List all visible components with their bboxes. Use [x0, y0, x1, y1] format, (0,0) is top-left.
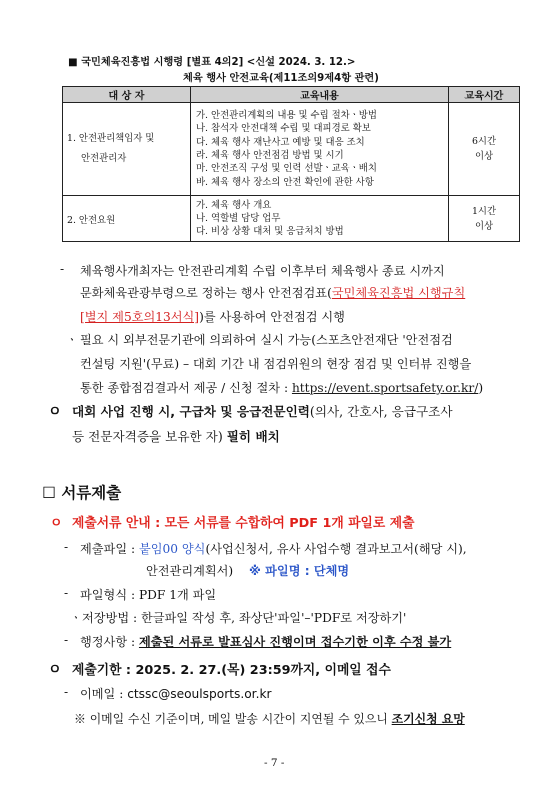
early-apply-note: 조기신청 요망 [391, 712, 465, 726]
filename-note: ※ 파일명 : 단체명 [249, 564, 350, 578]
application-url-link[interactable]: https://event.sportsafety.or.kr/ [291, 381, 479, 395]
header-target: 대 상 자 [63, 87, 191, 103]
table-title: 체육 행사 안전교육(제11조의9제4항 관련) [183, 73, 379, 84]
statute-title [68, 53, 355, 68]
statute-link[interactable]: 국민체육진흥법 시행규칙 [331, 286, 466, 300]
checkbox-square-icon: ☐ [42, 484, 56, 502]
content-cell: 가. 안전관리계획의 내용 및 수립 절차ㆍ방법 나. 참석자 안전대책 수립 및 대피경로 확보 다. 체육 행사 재난사고 예방 및 대응 조치 라. 체육 행사 안전점검 방법 및 시기 마. 안전조직 구성 및 인력 선발ㆍ교육ㆍ배치 바. 체육 행사 장소의 안전 확인에 관한 사항 [191, 103, 449, 196]
hours-cell: 6시간 이상 [449, 103, 520, 196]
email-note: ※ 이메일 수신 기준이며, 메일 발송 시간이 지연될 수 있으니 조기신청 요망 [74, 712, 465, 726]
table-row [63, 103, 520, 196]
header-content: 교육내용 [191, 87, 449, 103]
statute-reference: 국민체육진흥법 시행령 [별표 4의2] <신설 2024. 3. 12.> [81, 57, 356, 68]
education-table [62, 86, 520, 242]
deadline-line: ㅇ 제출기한 : 2025. 2. 27.(목) 23:59까지, 이메일 접수 [48, 659, 391, 679]
header-hours: 교육시간 [449, 87, 520, 103]
admin-warning: 제출된 서류로 발표심사 진행이며 접수기한 이후 수정 불가 [138, 635, 452, 649]
section-heading [42, 481, 121, 503]
section-title: 서류제출 [61, 484, 122, 502]
bullet-circle-icon: ㅇ [48, 662, 62, 678]
table-header-row [63, 87, 520, 103]
form-link[interactable]: [별지 제5호의13서식] [80, 310, 200, 324]
submission-notice: ㅇ 제출서류 안내 : 모든 서류를 수합하여 PDF 1개 파일로 제출 [50, 512, 414, 531]
target-cell: 1. 안전관리책임자 및 안전관리자 [63, 103, 191, 196]
table-row [63, 196, 520, 242]
bullet-circle-icon: ㅇ [50, 516, 63, 531]
square-bullet: ■ [68, 57, 78, 68]
hours-cell: 1시간 이상 [449, 196, 520, 242]
bullet-circle-icon: ㅇ [48, 404, 62, 420]
email-address[interactable]: ctssc@seoulsports.or.kr [127, 687, 272, 701]
content-cell: 가. 체육 행사 개요 나. 역할별 담당 업무 다. 비상 상황 대처 및 응급처치 방법 [191, 196, 449, 242]
page-number: - 7 - [264, 757, 285, 769]
attachment-label: 붙임00 양식 [138, 542, 206, 556]
target-cell: 2. 안전요원 [63, 196, 191, 242]
